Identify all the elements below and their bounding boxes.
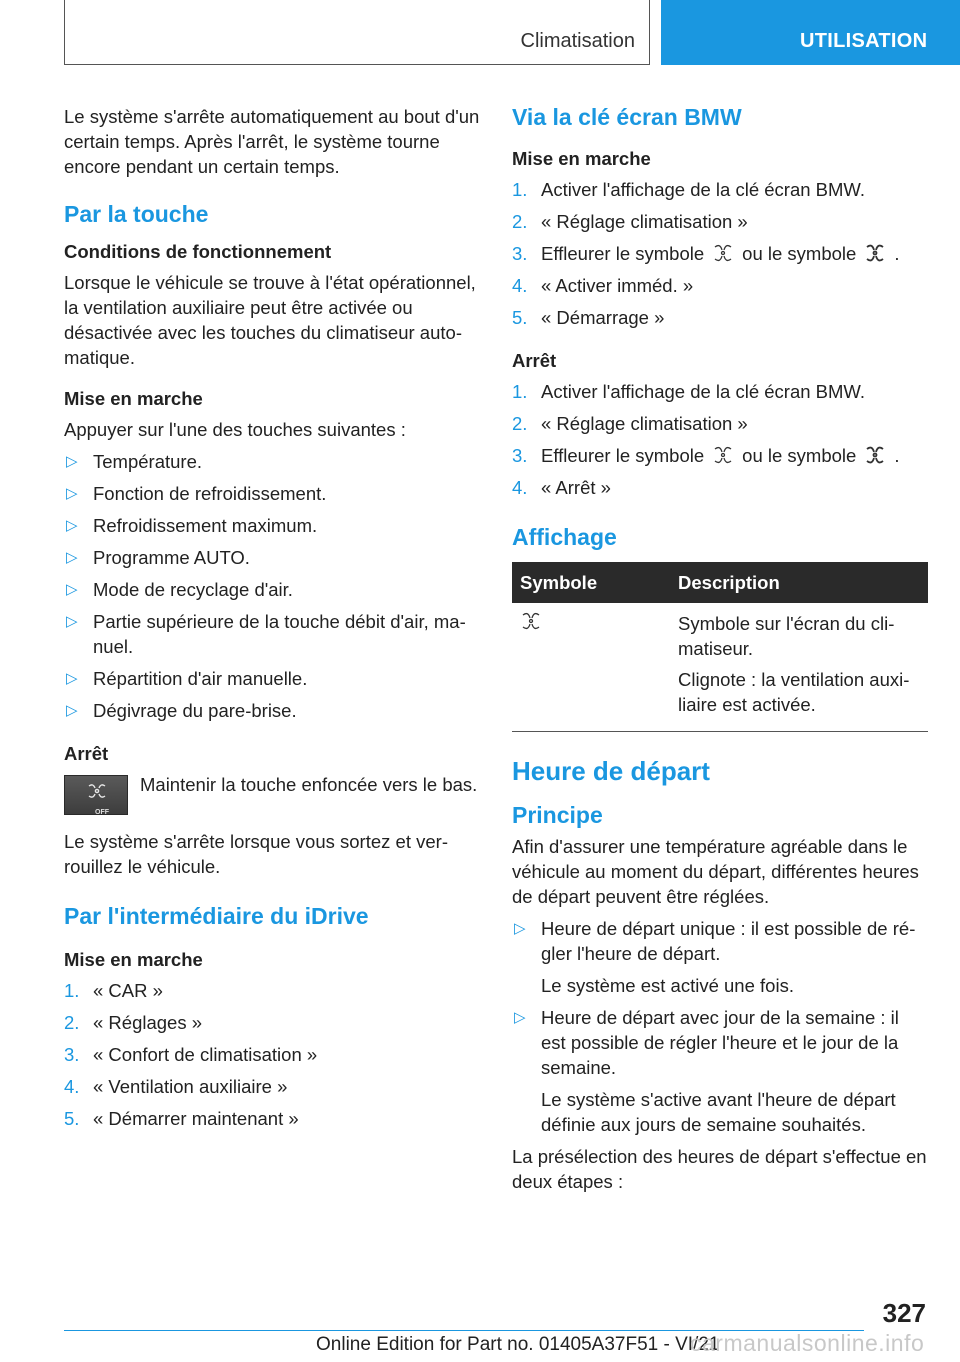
footer-edition: Online Edition for Part no. 01405A37F51 - VI/21 [316, 1334, 720, 1355]
heading-arret: Arrêt [64, 743, 109, 764]
header-section-box [64, 0, 650, 65]
description-cell [670, 603, 928, 732]
list-item: 3. Effleurer le symbole ou le symbole . [512, 445, 900, 466]
heading-affichage: Affichage [512, 524, 617, 550]
conditions-paragraph: Lorsque le véhicule se trouve à l'état opérationnel, la ventilation auxiliaire peut être activée ou désactivée avec les touches du climatiseur automatique. [64, 272, 476, 368]
fan-icon [712, 243, 734, 263]
heading-par-la-touche: Par la touche [64, 201, 209, 227]
heading-arret-cle: Arrêt [512, 350, 557, 371]
list-item: ▷ Partie supérieure de la touche débit d'air, manuel. [66, 611, 466, 657]
list-item: ▷ Refroidissement maximum. [66, 515, 318, 536]
intro-paragraph: Le système s'arrête automatiquement au bout d'un certain temps. Après l'arrêt, le système tourne encore pendant un certain temps. [64, 106, 480, 177]
left-column [64, 104, 480, 1138]
heure-list [512, 1005, 928, 1080]
heading-conditions: Conditions de fonctionnement [64, 241, 332, 262]
principe-paragraph: Afin d'assurer une température agréable dans le véhicule au moment du départ, différentes heures de départ peuvent être réglées. [512, 836, 919, 907]
list-item: ▷ Fonction de refroidissement. [66, 483, 327, 504]
list-item: ▷ Température. [66, 451, 202, 472]
fan-icon [712, 445, 734, 465]
triangle-bullet-icon: ▷ [66, 670, 78, 687]
idrive-steps [64, 978, 480, 1131]
right-column [512, 102, 928, 1201]
col-header-description: Description [670, 562, 928, 603]
heure-sub-text: Le système est activé une fois. [541, 975, 794, 996]
list-item: 3. Effleurer le symbole ou le symbole . [512, 243, 900, 264]
heading-mise-en-marche: Mise en marche [64, 388, 203, 409]
triangle-bullet-icon: ▷ [66, 613, 78, 630]
fan-active-icon [864, 243, 886, 263]
table-row [512, 603, 928, 732]
list-item: 1. « CAR » [64, 980, 163, 1001]
symbol-table [512, 562, 928, 732]
triangle-bullet-icon: ▷ [514, 920, 526, 937]
section-title: Climatisation [520, 30, 635, 52]
symbol-cell [512, 603, 670, 732]
heure-list [512, 916, 928, 966]
triangle-bullet-icon: ▷ [66, 517, 78, 534]
fan-off-button-icon: OFF [64, 775, 128, 815]
list-item: ▷ Mode de recyclage d'air. [66, 579, 293, 600]
triangle-bullet-icon: ▷ [66, 581, 78, 598]
list-item: 5. « Démarrer maintenant » [64, 1108, 299, 1129]
description-line: Symbole sur l'écran du climatiseur. [678, 613, 895, 659]
triangle-bullet-icon: ▷ [514, 1009, 526, 1026]
heading-mise-en-marche-cle: Mise en marche [512, 148, 651, 169]
arret-paragraph: Maintenir la touche enfoncée vers le bas. [140, 774, 478, 795]
list-item: 2. « Réglage climatisation » [512, 211, 748, 232]
cle-arret-steps [512, 379, 928, 500]
list-item: ▷ Heure de départ avec jour de la semaine : il est possible de régler l'heure et le jour de la semaine. [514, 1007, 899, 1078]
cle-mise-steps [512, 177, 928, 330]
list-item: ▷ Dégivrage du pare-brise. [66, 700, 297, 721]
list-item: 4. « Arrêt » [512, 477, 611, 498]
heading-idrive: Par l'intermédiaire du iDrive [64, 903, 369, 929]
arret-row [64, 772, 480, 815]
list-item: 4. « Activer imméd. » [512, 275, 694, 296]
heading-principe: Principe [512, 802, 603, 828]
col-header-symbol: Symbole [512, 562, 670, 603]
description-line: Clignote : la ventilation auxiliaire est activée. [678, 669, 910, 715]
fan-active-icon [864, 445, 886, 465]
heading-heure-depart: Heure de départ [512, 756, 710, 786]
list-item: 3. « Confort de climatisation » [64, 1044, 318, 1065]
list-item: 2. « Réglages » [64, 1012, 203, 1033]
heure-sub-text: Le système s'active avant l'heure de départ définie aux jours de semaine souhaités. [541, 1089, 896, 1135]
list-item: 1. Activer l'affichage de la clé écran BMW. [512, 179, 866, 200]
list-item: ▷ Répartition d'air manuelle. [66, 668, 308, 689]
list-item: ▷ Heure de départ unique : il est possible de régler l'heure de départ. [514, 918, 916, 964]
list-item: 4. « Ventilation auxiliaire » [64, 1076, 288, 1097]
touches-list [64, 449, 480, 723]
heading-mise-en-marche-2: Mise en marche [64, 949, 203, 970]
list-item: 5. « Démarrage » [512, 307, 665, 328]
heading-cle-ecran: Via la clé écran BMW [512, 104, 742, 130]
list-item: 1. Activer l'affichage de la clé écran BMW. [512, 381, 866, 402]
chapter-title: UTILISATION [800, 30, 928, 52]
mise-paragraph: Appuyer sur l'une des touches suivantes : [64, 419, 406, 440]
watermark: carmanualsonline.info [690, 1330, 925, 1356]
list-item: ▷ Programme AUTO. [66, 547, 250, 568]
chapter-tab [661, 0, 960, 65]
triangle-bullet-icon: ▷ [66, 549, 78, 566]
list-item: 2. « Réglage climatisation » [512, 413, 748, 434]
outro-paragraph: La présélection des heures de départ s'effectue en deux étapes : [512, 1146, 927, 1192]
arret-after-paragraph: Le système s'arrête lorsque vous sortez et verrouillez le véhicule. [64, 831, 448, 877]
triangle-bullet-icon: ▷ [66, 702, 78, 719]
triangle-bullet-icon: ▷ [66, 453, 78, 470]
fan-icon [520, 611, 542, 631]
triangle-bullet-icon: ▷ [66, 485, 78, 502]
page-number: 327 [882, 1298, 926, 1328]
